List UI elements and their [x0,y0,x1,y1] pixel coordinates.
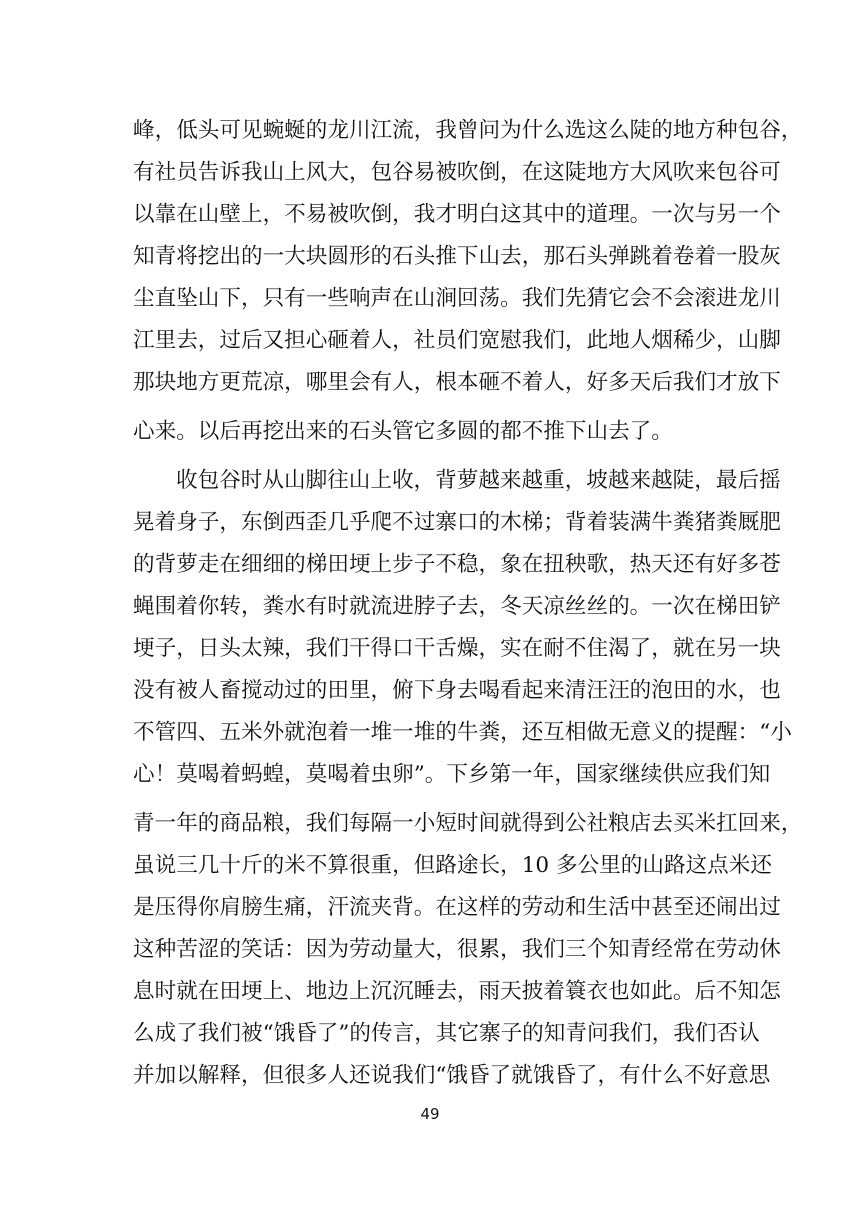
text-line-12: 蝇围着你转，粪水有时就流进脖子去，冬天凉丝丝的。一次在梯田铲 [133,594,781,619]
text-line-6: 江里去，过后又担心砸着人，社员们宽慰我们，此地人烟稀少，山脚 [133,328,781,353]
text-line-1: 峰，低头可见蜿蜒的龙川江流，我曾问为什么选这么陡的地方种包谷， [133,118,803,143]
text-line-7: 那块地方更荒凉，哪里会有人，根本砸不着人，好多天后我们才放下 [133,370,781,395]
text-line-9: 收包谷时从山脚往山上收，背萝越来越重，坡越来越陡，最后摇 [176,468,781,493]
text-line-3: 以靠在山壁上，不易被吹倒，我才明白这其中的道理。一次与另一个 [133,202,781,227]
text-line-4: 知青将挖出的一大块圆形的石头推下山去，那石头弹跳着卷着一股灰 [133,244,781,269]
page-number: 49 [420,1105,440,1123]
text-line-19: 是压得你肩膀生痛，汗流夹背。在这样的劳动和生活中甚至还闹出过 [133,895,781,920]
text-line-8: 心来。以后再挖出来的石头管它多圆的都不推下山去了。 [133,419,673,444]
text-line-14: 没有被人畜搅动过的田里，俯下身去喝看起来清汪汪的泡田的水，也 [133,678,781,703]
text-line-18: 虽说三几十斤的米不算很重，但路途长，10 多公里的山路这点米还 [133,853,772,878]
text-line-13: 埂子，日头太辣，我们干得口干舌燥，实在耐不住渴了，就在另一块 [133,636,781,661]
text-line-17: 青一年的商品粮，我们每隔一小短时间就得到公社粮店去买米扛回来， [133,811,803,836]
text-line-10: 晃着身子，东倒西歪几乎爬不过寨口的木梯；背着装满牛粪猪粪厩肥 [133,510,781,535]
text-line-21: 息时就在田埂上、地边上沉沉睡去，雨天披着簑衣也如此。后不知怎 [133,979,781,1004]
text-line-22: 么成了我们被“饿昏了”的传言，其它寨子的知青问我们，我们否认 [133,1021,760,1046]
text-line-20: 这种苦涩的笑话：因为劳动量大，很累，我们三个知青经常在劳动休 [133,937,781,962]
text-line-5: 尘直坠山下，只有一些响声在山涧回荡。我们先猜它会不会滚进龙川 [133,286,781,311]
text-line-15: 不管四、五米外就泡着一堆一堆的牛粪，还互相做无意义的提醒：“小 [133,720,792,745]
text-line-23: 并加以解释，但很多人还说我们“饿昏了就饿昏了，有什么不好意思 [133,1063,771,1088]
text-line-16: 心！莫喝着蚂蝗，莫喝着虫卵”。下乡第一年，国家继续供应我们知 [133,762,771,787]
text-line-11: 的背萝走在细细的梯田埂上步子不稳，象在扭秧歌，热天还有好多苍 [133,552,781,577]
text-line-2: 有社员告诉我山上风大，包谷易被吹倒，在这陡地方大风吹来包谷可 [133,160,781,185]
